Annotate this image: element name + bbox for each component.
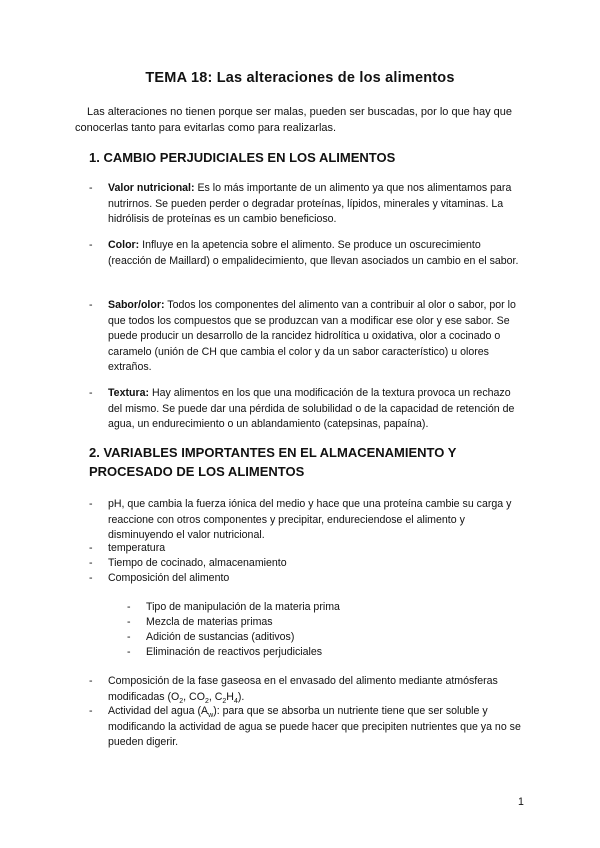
bullet-dash: - [127,601,131,613]
item-text: Hay alimentos en los que una modificación de la textura provoca un rechazo del mismo. Se puede dar una pérdida de solubilidad o de la capacidad de retención de agua, un endurecimiento o un ablandamiento (catepsinas, papaína). [108,387,515,430]
item-text: Actividad del agua (A [108,705,209,717]
subscript: 2 [222,697,227,705]
item-text: H [226,690,234,703]
section-2-heading: 2. VARIABLES IMPORTANTES EN EL ALMACENAMIENTO Y PROCESADO DE LOS ALIMENTOS [89,445,457,479]
sub-list-item: Adición de sustancias (aditivos) [146,631,295,643]
section-1-heading: 1. CAMBIO PERJUDICIALES EN LOS ALIMENTOS [89,150,396,165]
list-item-color [108,238,526,269]
item-text: , C [208,690,223,703]
bullet-dash: - [89,572,93,584]
list-item-textura [108,386,526,433]
subscript: 2 [204,697,209,705]
item-term: Sabor/olor: [108,299,165,311]
item-text: Influye en la apetencia sobre el alimento. Se produce un oscurecimiento (reacción de Maillard) o empalidecimiento, que llevan asociados un cambio en el sabor. [108,239,519,267]
item-text: Composición de la fase gaseosa en el envasado del alimento mediante atmósferas modificadas (O [108,675,498,703]
intro-paragraph: Las alteraciones no tienen porque ser malas, pueden ser buscadas, por lo que hay que conocerlas tanto para evitarlas como para realizarlas. [75,106,513,134]
subscript: w [208,712,214,720]
sub-list-item: Mezcla de materias primas [146,616,273,628]
list-item-composicion: Composición del alimento [108,572,230,584]
bullet-dash: - [89,705,93,717]
sub-list-item: Tipo de manipulación de la materia prima [146,601,340,613]
list-item-actividad-agua [108,704,526,751]
page-title: TEMA 18: Las alteraciones de los alimentos [145,70,455,86]
item-text: Es lo más importante de un alimento ya que nos alimentamos para nutrirnos. Se pueden perder o degradar proteínas, lípidos, minerales y vitaminas. La hidrólisis de proteínas es un cambio beneficioso. [108,182,512,225]
list-item-ph: pH, que cambia la fuerza iónica del medio y hace que una proteína cambie su carga y reaccione con otros componentes y precipitar, endureciendose el alimento y disminuyendo el valor nutricional. [108,498,512,541]
subscript: 2 [179,697,184,705]
bullet-dash: - [89,557,93,569]
list-item-temperatura: temperatura [108,542,166,554]
bullet-dash: - [127,646,131,658]
bullet-dash: - [89,182,93,194]
list-item-sabor-olor [108,298,526,376]
item-term: Color: [108,239,140,251]
bullet-dash: - [89,239,93,251]
item-text: ): para que se absorba un nutriente tiene que ser soluble y modificando la actividad de agua se puede hacer que precipiten nutrientes que ya no se pueden digerir. [108,705,521,748]
page-number: 1 [518,796,524,808]
list-item-fase-gaseosa [108,674,526,705]
bullet-dash: - [127,616,131,628]
bullet-dash: - [89,542,93,554]
item-text: Todos los componentes del alimento van a contribuir al olor o sabor, por lo que todos los compuestos que se produzcan van a modificar ese olor y ese sabor. Se puede producir un desarrollo de la rancidez hidrolítica u oxidativa, olor a cocinado o caramelo (unión de CH que cambia el color y da un sabor característico) u olores extraños. [108,299,516,373]
item-text: ). [237,690,245,703]
subscript: 4 [233,697,238,705]
item-text: , CO [183,690,205,703]
list-item-valor-nutricional [108,181,526,228]
bullet-dash: - [89,498,93,510]
bullet-dash: - [89,675,93,687]
bullet-dash: - [89,387,93,399]
item-term: Textura: [108,387,150,399]
item-term: Valor nutricional: [108,182,195,194]
bullet-dash: - [127,631,131,643]
sub-list-item: Eliminación de reactivos perjudiciales [146,646,323,658]
bullet-dash: - [89,299,93,311]
list-item-tiempo: Tiempo de cocinado, almacenamiento [108,557,287,569]
